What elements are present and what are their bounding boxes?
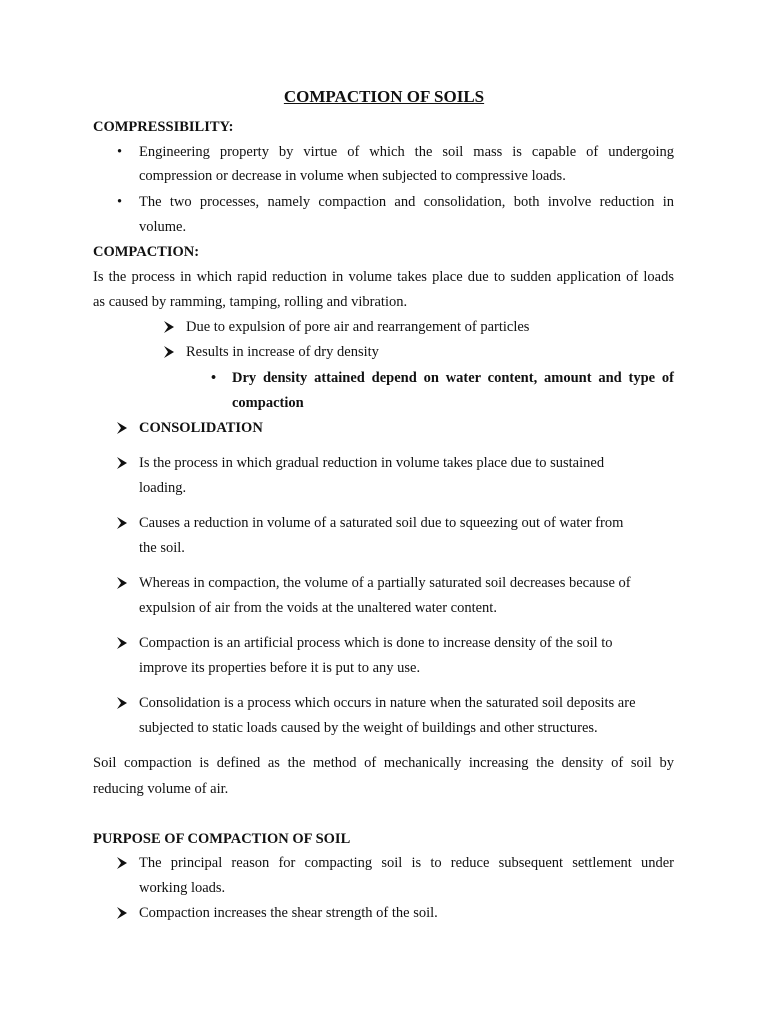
compaction-heading: COMPACTION: xyxy=(93,244,200,260)
consolidation-item-2-line-1: Causes a reduction in volume of a saturated soil due to squeezing out of water from xyxy=(139,515,624,531)
arrow-bullet-icon xyxy=(117,517,127,529)
compaction-arrow-2: Results in increase of dry density xyxy=(186,344,379,360)
arrow-bullet-icon xyxy=(164,321,174,333)
purpose-heading: PURPOSE OF COMPACTION OF SOIL xyxy=(93,831,351,847)
page-title: COMPACTION OF SOILS xyxy=(283,87,485,106)
consolidation-item-2-line-2: the soil. xyxy=(139,540,185,556)
arrow-bullet-icon xyxy=(164,346,174,358)
consolidation-item-4-line-1: Compaction is an artificial process which is done to increase density of the soil to xyxy=(139,635,613,651)
arrow-bullet-icon xyxy=(117,457,127,469)
arrow-bullet-icon xyxy=(117,697,127,709)
compressibility-bullet-2-line-2: volume. xyxy=(139,219,187,235)
compressibility-bullet-1-line-1: Engineering property by virtue of which the soil mass is capable of undergoing xyxy=(139,144,674,160)
consolidation-item-3-line-1: Whereas in compaction, the volume of a partially saturated soil decreases because of xyxy=(139,575,631,591)
arrow-bullet-icon xyxy=(117,577,127,589)
arrow-bullet-icon xyxy=(117,422,127,434)
consolidation-item-1-line-2: loading. xyxy=(139,480,187,496)
compaction-arrow-1: Due to expulsion of pore air and rearrangement of particles xyxy=(186,319,530,335)
consolidation-item-3-line-2: expulsion of air from the voids at the unaltered water content. xyxy=(139,600,497,616)
bullet-marker: • xyxy=(117,194,123,210)
dry-density-line-1: Dry density attained depend on water content, amount and type of xyxy=(232,370,674,386)
purpose-item-2: Compaction increases the shear strength of the soil. xyxy=(139,905,438,921)
dry-density-line-2: compaction xyxy=(232,395,304,411)
purpose-item-1-line-2: working loads. xyxy=(139,880,226,896)
consolidation-item-1-line-1: Is the process in which gradual reduction in volume takes place due to sustained xyxy=(139,455,605,471)
compaction-para-line-1: Is the process in which rapid reduction in volume takes place due to sudden application of loads xyxy=(93,269,674,285)
consolidation-item-5-line-1: Consolidation is a process which occurs in nature when the saturated soil deposits are xyxy=(139,695,636,711)
compressibility-bullet-2-line-1: The two processes, namely compaction and consolidation, both involve reduction in xyxy=(139,194,674,210)
compressibility-bullet-1-line-2: compression or decrease in volume when subjected to compressive loads. xyxy=(139,168,566,184)
consolidation-item-4-line-2: improve its properties before it is put to any use. xyxy=(139,660,421,676)
compressibility-heading: COMPRESSIBILITY: xyxy=(93,119,234,135)
definition-line-2: reducing volume of air. xyxy=(93,781,229,797)
arrow-bullet-icon xyxy=(117,857,127,869)
bullet-marker: • xyxy=(211,370,217,386)
definition-line-1: Soil compaction is defined as the method of mechanically increasing the density of soil by xyxy=(93,755,674,771)
arrow-bullet-icon xyxy=(117,637,127,649)
consolidation-item-5-line-2: subjected to static loads caused by the weight of buildings and other structures. xyxy=(139,720,598,736)
compaction-para-line-2: as caused by ramming, tamping, rolling and vibration. xyxy=(93,294,408,310)
purpose-item-1-line-1: The principal reason for compacting soil is to reduce subsequent settlement under xyxy=(139,855,674,871)
arrow-bullet-icon xyxy=(117,907,127,919)
bullet-marker: • xyxy=(117,144,123,160)
consolidation-heading: CONSOLIDATION xyxy=(139,420,263,436)
